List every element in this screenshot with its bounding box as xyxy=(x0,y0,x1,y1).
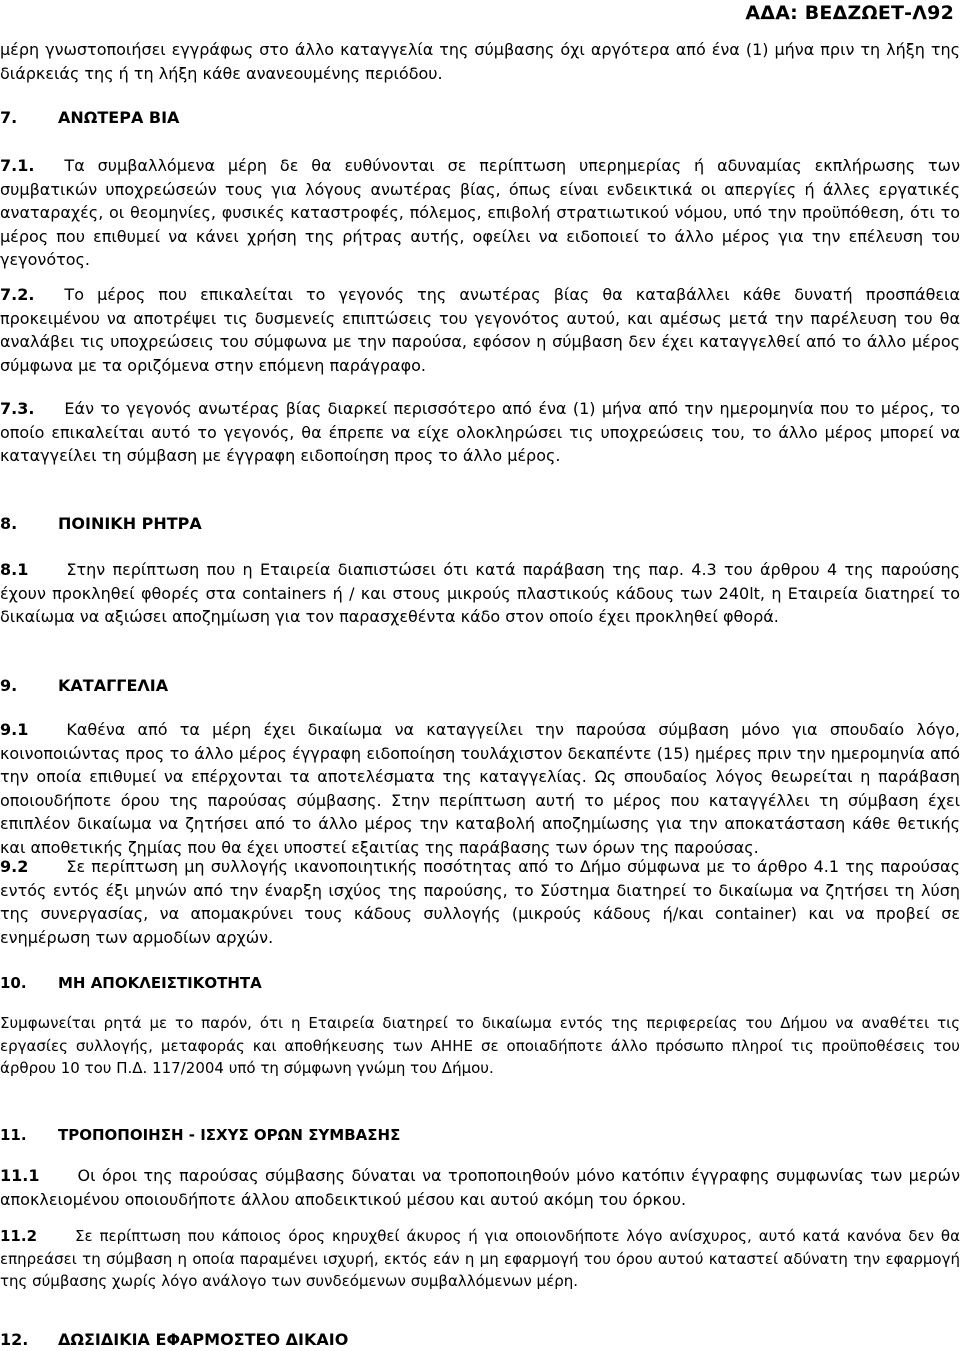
section-12-heading xyxy=(0,1328,348,1351)
paragraph-9-1-text: Καθένα από τα μέρη έχει δικαίωμα να καταγγείλει την παρούσα σύμβαση μόνο για σπουδαίο λόγο, κοινοποιώντας προς το άλλο μέρος έγγραφη ειδοποίηση τουλάχιστον δεκαπέντε (15) ημέρες πριν την ημερομηνία από την οποία επιθυμεί να επέρχονται τα αποτελέσματα της καταγγελίας. Ως σπουδαίος λόγος θεωρείται η παράβαση οποιουδήποτε όρου της παρούσας σύμβασης. Στην περίπτωση αυτή το μέρος που καταγγέλλει τη σύμβαση έχει επιπλέον δικαίωμα να ζητήσει από το άλλο μέρος την καταβολή αποζημίωσης για την αποκατάσταση κάθε θετικής και αποθετικής ζημίας που θα έχει υποστεί εξαιτίας της παράβασης των όρων της παρούσας. xyxy=(0,720,960,857)
section-12-number: 12. xyxy=(0,1330,29,1349)
paragraph-11-1-number: 11.1 xyxy=(0,1166,40,1185)
section-10-title: ΜΗ ΑΠΟΚΛΕΙΣΤΙΚΟΤΗΤΑ xyxy=(58,974,262,992)
paragraph-9-2 xyxy=(0,855,960,949)
section-7-title: ΑΝΩΤΕΡΑ ΒΙΑ xyxy=(58,108,180,127)
paragraph-7-2 xyxy=(0,283,960,377)
paragraph-11-2-text: Σε περίπτωση που κάποιος όρος κηρυχθεί άκυρος ή για οποιονδήποτε λόγο ανίσχυρος, αυτό κατά κανόνα δεν θα επηρεάσει τη σύμβαση η οποία παραμένει ισχυρή, εκτός εάν η μη εφαρμογή του όρου αυτού καταστεί αδύνατη την εφαρμογή της σύμβασης χωρίς λόγο ανάλογο των συνδεόμενων συμβαλλόμενων μέρη. xyxy=(0,1227,960,1291)
section-8-number: 8. xyxy=(0,514,18,533)
section-9-heading xyxy=(0,674,168,697)
paragraph-8-1-text: Στην περίπτωση που η Εταιρεία διαπιστώσει ότι κατά παράβαση της παρ. 4.3 του άρθρου 4 της παρούσης έχουν προκληθεί φθορές στα containers ή / και στους μικρούς πλαστικούς κάδους των 240lt, η Εταιρεία διατηρεί το δικαίωμα να αξιώσει αποζημίωση για τον παρασχεθέντα κάδο στον οποίο έχει προκληθεί φθορά. xyxy=(0,560,960,627)
section-11-number: 11. xyxy=(0,1126,27,1144)
section-9-title: ΚΑΤΑΓΓΕΛΙΑ xyxy=(58,676,169,695)
paragraph-7-3-text: Εάν το γεγονός ανωτέρας βίας διαρκεί περισσότερο από ένα (1) μήνα από την ημερομηνία που το μέρος, το οποίο επικαλείται αυτό το γεγονός, θα έπρεπε να είχε ολοκληρώσει τις υποχρεώσεις του, το άλλο μέρος μπορεί να καταγγείλει τη σύμβαση με έγγραφη ειδοποίηση προς το άλλο μέρος. xyxy=(0,399,960,466)
section-11-heading xyxy=(0,1124,400,1147)
section-8-title: ΠΟΙΝΙΚΗ ΡΗΤΡΑ xyxy=(58,514,202,533)
paragraph-8-1-number: 8.1 xyxy=(0,560,29,579)
paragraph-8-1 xyxy=(0,558,960,629)
paragraph-9-1 xyxy=(0,718,960,860)
paragraph-7-2-number: 7.2. xyxy=(0,285,35,304)
paragraph-11-1-text: Οι όροι της παρούσας σύμβασης δύναται να τροποποιηθούν μόνο κατόπιν έγγραφης συμφωνίας των μερών αποκλειομένου οποιουδήποτε άλλου αποδεικτικού μέσου και αυτού ακόμη του όρκου. xyxy=(0,1166,960,1209)
section-10-heading xyxy=(0,972,262,995)
paragraph-7-2-text: Το μέρος που επικαλείται το γεγονός της ανωτέρας βίας θα καταβάλλει κάθε δυνατή προσπάθεια προκειμένου να αποτρέψει τις δυσμενείς επιπτώσεις του γεγονότος αυτού, και αμέσως μετά την παρέλευση του θα αναλάβει τις υποχρεώσεις του σύμφωνα με την παρούσα, εφόσον η σύμβαση δεν έχει καταγγελθεί από το άλλο μέρος σύμφωνα με τα οριζόμενα στην επόμενη παράγραφο. xyxy=(0,285,960,375)
paragraph-7-3 xyxy=(0,397,960,468)
section-8-heading xyxy=(0,512,202,535)
ada-code: ΑΔΑ: ΒΕΔΖΩΕΤ-Λ92 xyxy=(745,2,954,24)
section-10-number: 10. xyxy=(0,974,27,992)
intro-paragraph: μέρη γνωστοποιήσει εγγράφως στο άλλο καταγγελία της σύμβασης όχι αργότερα από ένα (1) μήνα πριν τη λήξη της διάρκειάς της ή τη λήξη κάθε ανανεουμένης περιόδου. xyxy=(0,40,960,83)
section-11-title: ΤΡΟΠΟΠΟΙΗΣΗ - ΙΣΧΥΣ ΟΡΩΝ ΣΥΜΒΑΣΗΣ xyxy=(58,1126,401,1144)
paragraph-9-1-number: 9.1 xyxy=(0,720,29,739)
section-7-heading xyxy=(0,106,179,129)
paragraph-11-2 xyxy=(0,1225,960,1293)
paragraph-7-1 xyxy=(0,154,960,272)
section-7-number: 7. xyxy=(0,108,18,127)
paragraph-7-1-text: Τα συμβαλλόμενα μέρη δε θα ευθύνονται σε περίπτωση υπερημερίας ή αδυναμίας εκπλήρωσης των συμβατικών υποχρεώσεών τους για λόγους ανωτέρας βίας, όπως είναι ενδεικτικά οι απεργίες ή άλλες εργατικές αναταραχές, οι θεομηνίες, φυσικές καταστροφές, πόλεμος, επιβολή στρατιωτικού νόμου, υπό την προϋπόθεση, ότι το μέρος που επιθυμεί να κάνει χρήση της ρήτρας αυτής, οφείλει να ειδοποιεί το άλλο μέρος για την επέλευση του γεγονότος. xyxy=(0,156,960,270)
paragraph-7-1-number: 7.1. xyxy=(0,156,35,175)
paragraph-11-1 xyxy=(0,1164,960,1211)
paragraph-11-2-number: 11.2 xyxy=(0,1227,38,1245)
paragraph-7-3-number: 7.3. xyxy=(0,399,35,418)
paragraph-9-2-text: Σε περίπτωση μη συλλογής ικανοποιητικής ποσότητας από το Δήμο σύμφωνα με το άρθρο 4.1 της παρούσας εντός εντός έξι μηνών από την έναρξη ισχύος της παρούσης, το Σύστημα διατηρεί το δικαίωμα να ζητήσει τη λύση της συνεργασίας, να απομακρύνει τους κάδους συλλογής (μικρούς κάδους ή/και container) και να προβεί σε ενημέρωση των αρμοδίων αρχών. xyxy=(0,857,960,947)
paragraph-9-2-number: 9.2 xyxy=(0,857,29,876)
section-12-title: ΔΩΣΙΔΙΚΙΑ ΕΦΑΡΜΟΣΤΕΟ ΔΙΚΑΙΟ xyxy=(58,1330,349,1349)
paragraph-10: Συμφωνείται ρητά με το παρόν, ότι η Εταιρεία διατηρεί το δικαίωμα εντός της περιφερείας του Δήμου να αναθέτει τις εργασίες συλλογής, μεταφοράς και αποθήκευσης των ΑΗΗΕ σε οποιαδήποτε άλλο πρόσωπο πληροί τις προϋποθέσεις του άρθρου 10 του Π.Δ. 117/2004 υπό τη σύμφωνη γνώμη του Δήμου. xyxy=(0,1014,960,1077)
section-9-number: 9. xyxy=(0,676,18,695)
